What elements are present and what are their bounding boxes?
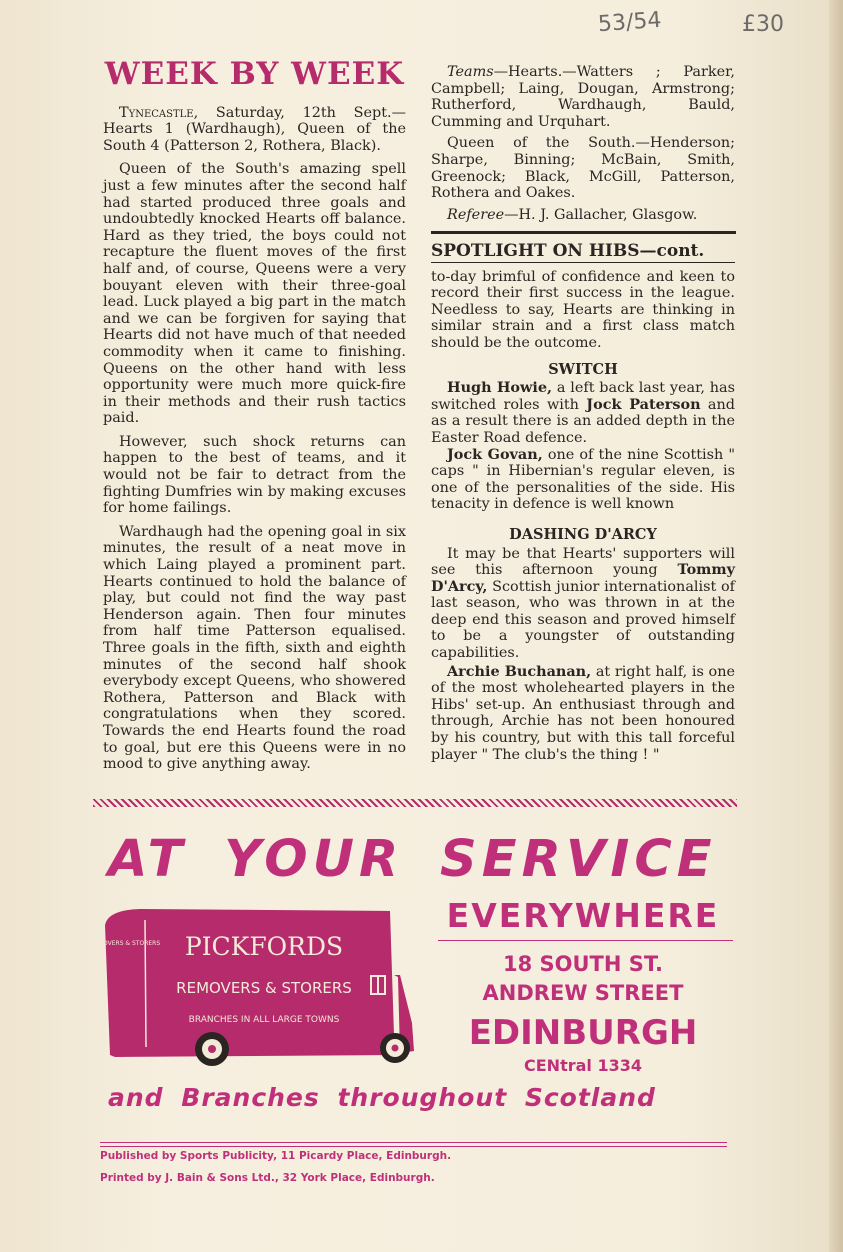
footer-rule-2 — [100, 1146, 727, 1147]
report-paragraph-3: Wardhaugh had the opening goal in six minutes, the result of a neat move in which Laing played a prominent part. Hearts continued to hold the balance of play, but could not find the way past Henderson again. Then four minutes from half time Patterson equalised. Three goals in the fifth, sixth and eighth minutes of the second half shook everybody except Queens, who showered Rothera, Patterson and Black with congratulations when they scored. Towards the end Hearts found the road to goal, but ere this Queens were in no mood to give anything away. — [103, 523, 406, 773]
govan-paragraph — [431, 447, 735, 513]
switch-heading: SWITCH — [548, 360, 618, 378]
referee-line — [431, 207, 735, 224]
referee-label: Referee — [447, 206, 505, 223]
removal-van-illustration — [89, 905, 418, 1073]
teams-column — [431, 64, 735, 230]
advert-address-2: ANDREW STREET — [482, 981, 684, 1005]
van-brand: PICKFORDS — [184, 932, 344, 961]
teams-label: Teams — [447, 64, 494, 80]
venue-name: Tynecastle — [119, 104, 194, 121]
footer-published: Published by Sports Publicity, 11 Picardy Place, Edinburgh. — [100, 1150, 452, 1162]
section-divider — [431, 231, 736, 234]
match-result-paragraph — [103, 105, 406, 155]
advert-tagline: and Branches throughout Scotland — [108, 1083, 656, 1112]
footer-rule-1 — [100, 1142, 727, 1143]
handwritten-price: £30 — [742, 12, 784, 37]
govan-text: one of the nine Scottish " caps " in Hibernian's regular eleven, is one of the personalities of the side. His tenacity in defence is well known — [431, 446, 735, 513]
buchanan-text: at right half, is one of the most wholehearted players in the Hibs' set-up. An enthusiast through and through, Archie has not been honoured by his country, but with this tall forceful player " The club's the thing ! " — [431, 663, 735, 763]
advert-address-1: 18 SOUTH ST. — [502, 952, 663, 976]
darcy-heading: DASHING D'ARCY — [509, 525, 657, 543]
darcy-text-2: Scottish junior internationalist of last season, who was thrown in at the deep end this season and proved himself to be a youngster of outstanding capabilities. — [431, 578, 735, 662]
match-result-text: , Saturday, 12th Sept.—Hearts 1 (Wardhaugh), Queen of the South 4 (Patterson 2, Rothera, Black). — [103, 104, 406, 154]
week-by-week-title: WEEK BY WEEK — [104, 56, 405, 92]
teams-hearts — [431, 64, 735, 130]
advert-zigzag-border — [93, 799, 737, 807]
player-howie: Hugh Howie, — [447, 379, 553, 397]
paper-edge — [829, 0, 843, 1252]
player-paterson: Jock Paterson — [586, 395, 701, 413]
switch-paragraph — [431, 380, 735, 446]
buchanan-paragraph — [431, 664, 735, 764]
spotlight-paragraph: to-day brimful of confidence and keen to record their first success in the league. Needless to say, Hearts are thinking in similar strain and a first class match should be the outcome. — [431, 268, 735, 351]
advert-headline: AT YOUR SERVICE — [108, 830, 717, 889]
footer-printed: Printed by J. Bain & Sons Ltd., 32 York Place, Edinburgh. — [100, 1172, 435, 1184]
van-side-text: REMOVERS & STORERS — [89, 940, 161, 947]
van-line-2: BRANCHES IN ALL LARGE TOWNS — [188, 1015, 340, 1025]
darcy-paragraph — [431, 546, 735, 662]
hearts-lineup: —Hearts.—Watters ; Parker, Campbell; Laing, Dougan, Armstrong; Rutherford, Wardhaugh, Bauld, Cumming and Urquhart. — [431, 64, 735, 130]
report-paragraph-1: Queen of the South's amazing spell just a few minutes after the second half had started produced three goals and undoubtedly knocked Hearts off balance. Hard as they tried, the boys could not recapture the fluent moves of the first half and, of course, Queens were a very bouyant eleven with their three-goal lead. Luck played a big part in the match and we can be forgiven for saying that Hearts did not have much of that needed commodity when it came to finishing. Queens on the other hand with less opportunity were much more quick-fire in their methods and their rush tactics paid. — [103, 161, 406, 427]
teams-queens: Queen of the South.—Henderson; Sharpe, Binning; McBain, Smith, Greenock; Black, McGill, Patterson, Rothera and Oakes. — [431, 135, 735, 202]
advert-phone: CENtral 1334 — [524, 1056, 642, 1075]
spotlight-heading: SPOTLIGHT ON HIBS—cont. — [431, 241, 705, 261]
advert-city: EDINBURGH — [468, 1013, 698, 1053]
van-line-1: REMOVERS & STORERS — [176, 979, 352, 997]
darcy-text-1: It may be that Hearts' supporters will see this afternoon young — [431, 545, 735, 579]
week-by-week-column — [103, 56, 406, 780]
report-paragraph-2: However, such shock returns can happen to the best of teams, and it would not be fair to detract from the fighting Dumfries win by making excuses for home failings. — [103, 433, 406, 517]
switch-text-2: and as a result there is an added depth in the Easter Road defence. — [431, 396, 735, 446]
player-buchanan: Archie Buchanan, — [447, 662, 592, 680]
switch-text-1: a left back last year, has switched roles with — [431, 380, 736, 413]
spotlight-column — [431, 243, 735, 770]
advert-wavy-line — [438, 940, 733, 941]
player-govan: Jock Govan, — [447, 445, 543, 463]
referee-name: —H. J. Gallacher, Glasgow. — [504, 206, 698, 223]
player-darcy: Tommy D'Arcy, — [431, 561, 735, 595]
handwritten-page-code: 53/54 — [597, 7, 663, 38]
spotlight-underline — [431, 262, 735, 263]
advert-everywhere: EVERYWHERE — [446, 896, 720, 935]
